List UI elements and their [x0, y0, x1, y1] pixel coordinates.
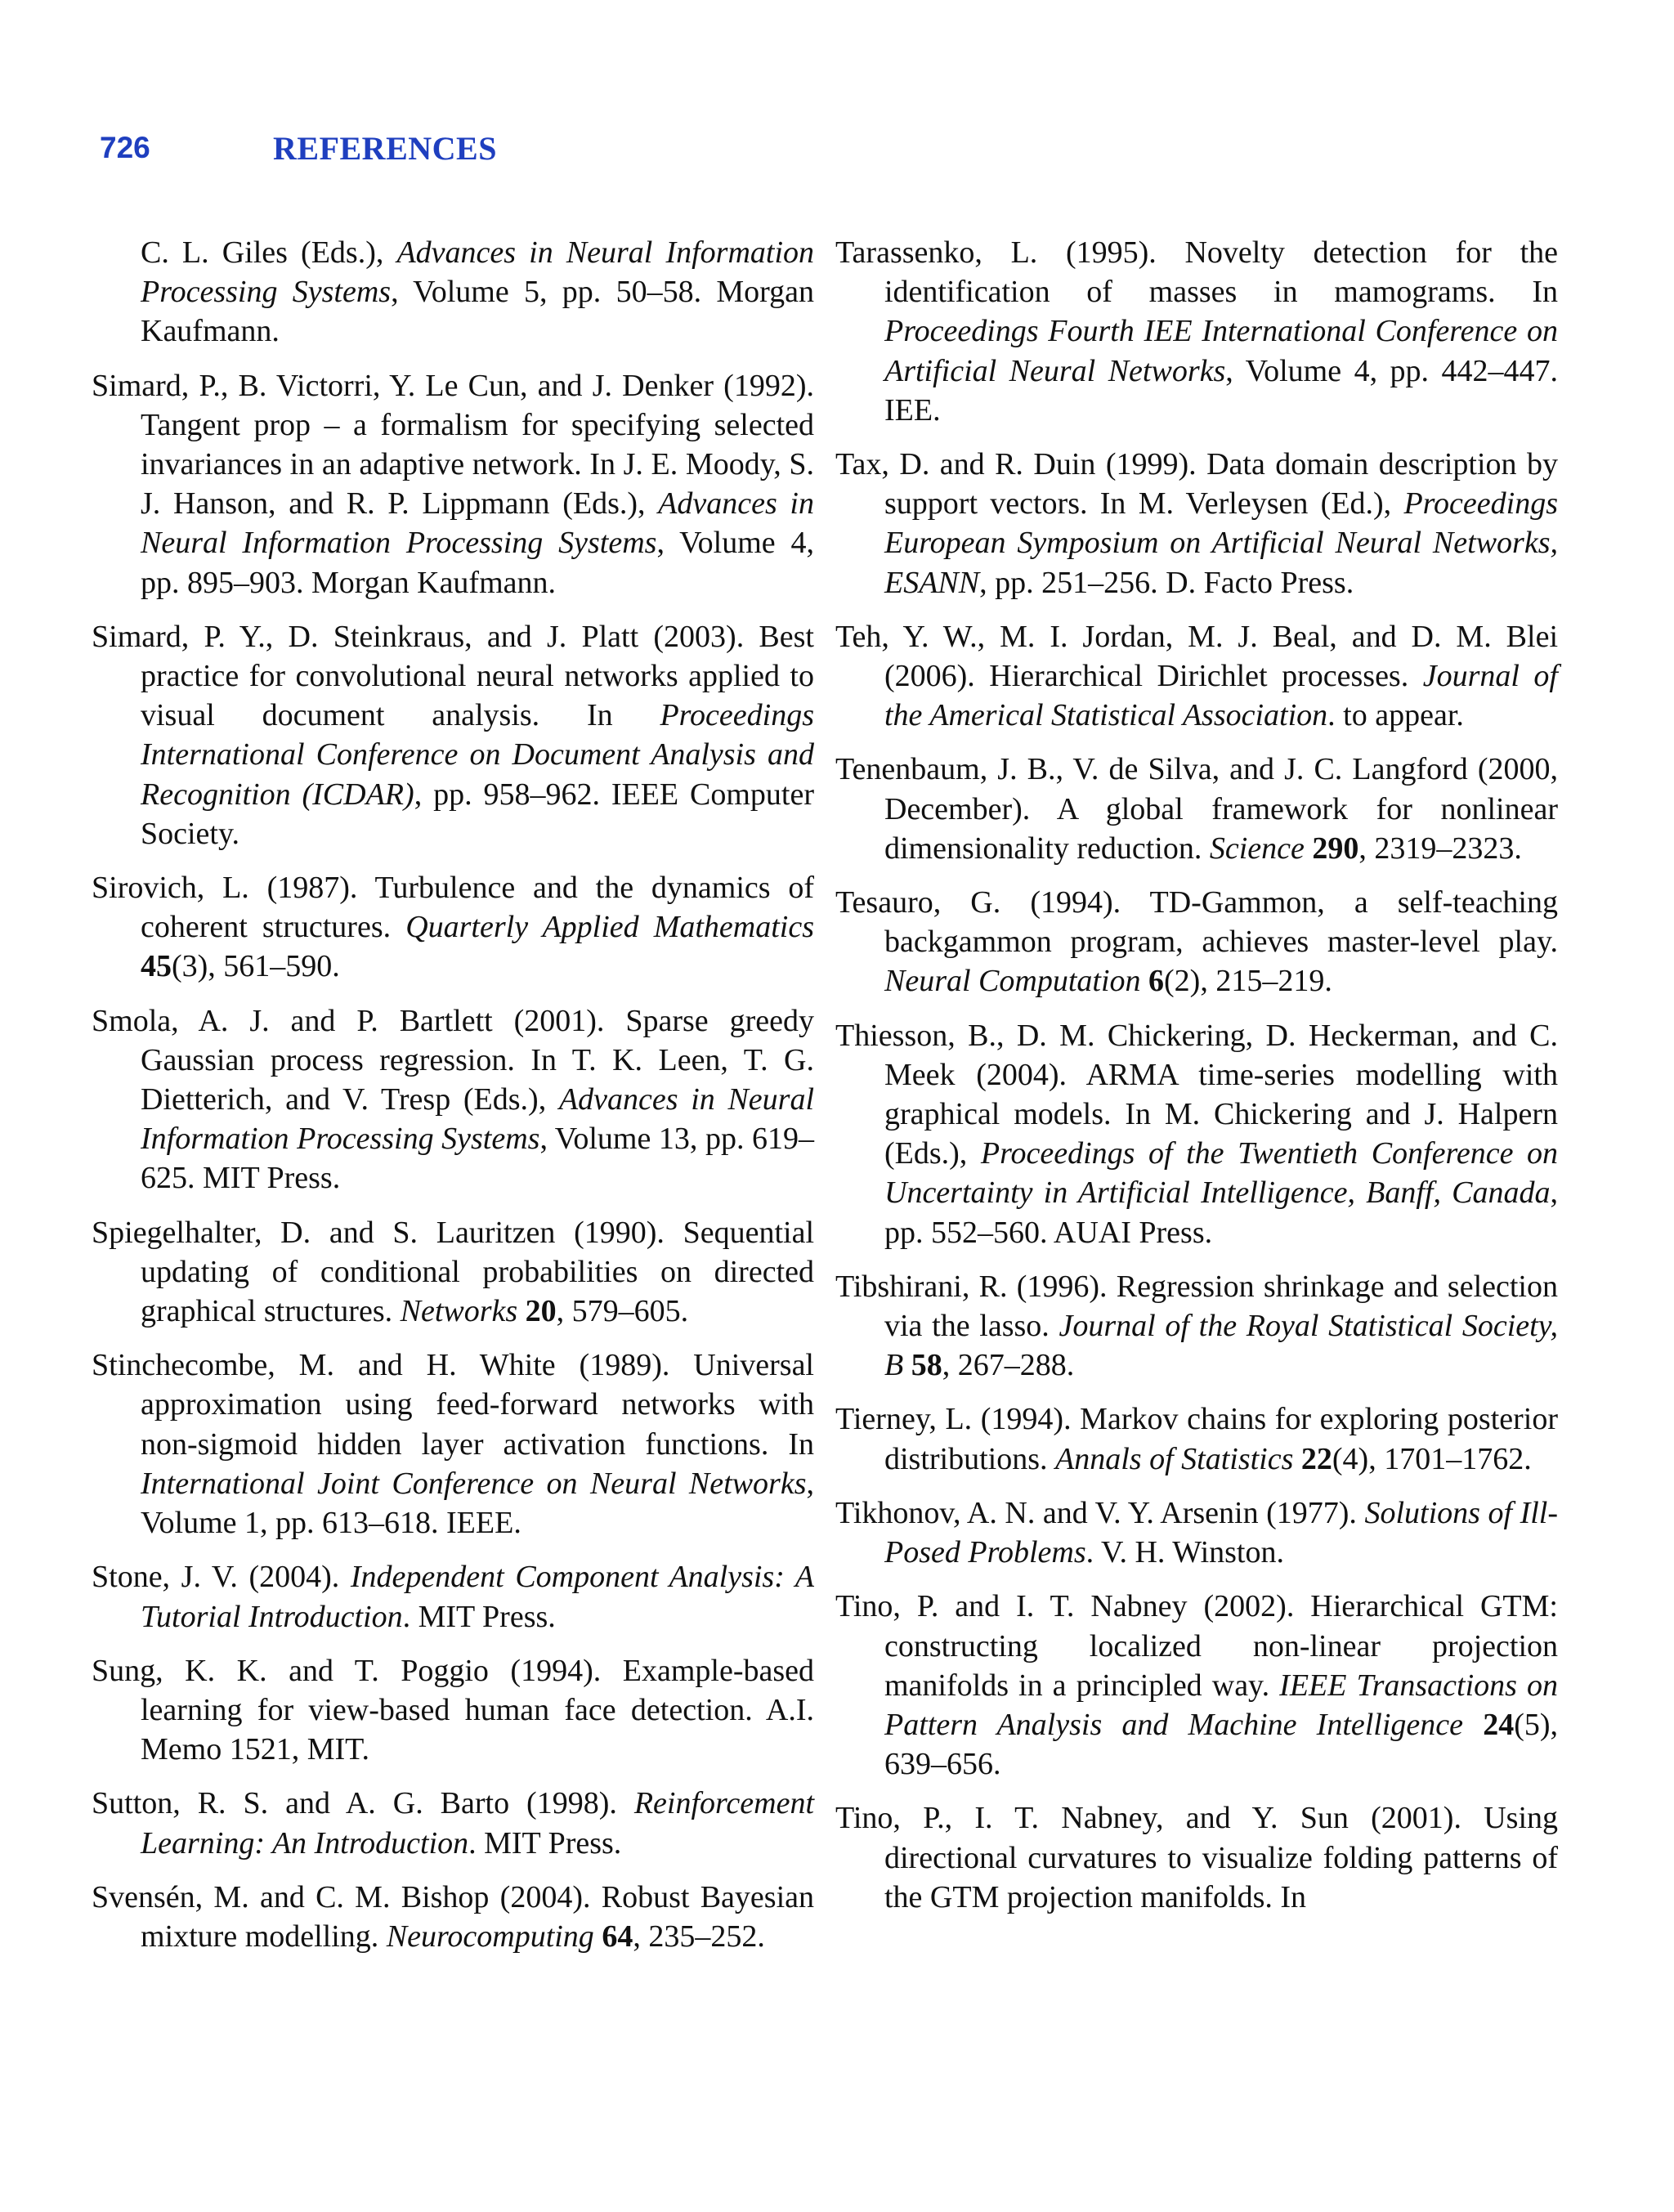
reference-text: Tarassenko, L. (1995). Novelty detection for the identification of masses in mamograms. In: [835, 235, 1558, 310]
left-column: [92, 233, 814, 1971]
reference-entry: [835, 1016, 1558, 1252]
reference-entry: [92, 1213, 814, 1332]
reference-title: Proceedings European Symposium on Artificial Neural Networks, ESANN: [884, 486, 1558, 600]
reference-text: (3), 561–590.: [172, 949, 340, 984]
section-title: REFERENCES: [273, 130, 497, 167]
reference-text: Svensén, M. and C. M. Bishop (2004). Robust Bayesian mixture modelling.: [92, 1879, 814, 1954]
reference-text: , 579–605.: [556, 1294, 689, 1329]
reference-title: Advances in Neural Information Processing Systems: [141, 235, 814, 310]
reference-entry: [835, 1267, 1558, 1386]
reference-title: Advances in Neural Information Processing Systems: [141, 1082, 814, 1157]
reference-text: , pp. 251–256. D. Facto Press.: [979, 565, 1354, 600]
page-number: 726: [100, 131, 150, 164]
reference-text: . to appear.: [1327, 698, 1464, 733]
reference-text: Tax, D. and R. Duin (1999). Data domain description by support vectors. In M. Verleysen (Ed.),: [835, 447, 1558, 522]
reference-entry: [92, 1784, 814, 1862]
reference-text: , Volume 4, pp. 895–903. Morgan Kaufmann.: [141, 526, 814, 600]
reference-entry: [92, 1557, 814, 1636]
reference-text: Stinchecombe, M. and H. White (1989). Universal approximation using feed-forward networks with non-sigmoid hidden layer activation functions. In: [92, 1348, 814, 1462]
reference-text: . MIT Press.: [402, 1599, 556, 1634]
reference-text: , Volume 1, pp. 613–618. IEEE.: [141, 1466, 814, 1541]
reference-title: Neural Computation: [884, 964, 1141, 999]
right-column: [835, 233, 1558, 1932]
reference-text: Stone, J. V. (2004).: [92, 1560, 351, 1595]
reference-entry: [835, 883, 1558, 1001]
reference-entry: [92, 1651, 814, 1770]
reference-volume: 58: [911, 1348, 942, 1383]
reference-volume: 24: [1483, 1707, 1515, 1742]
reference-text: C. L. Giles (Eds.),: [141, 235, 397, 270]
reference-title: Science: [1209, 831, 1305, 866]
reference-entry: [92, 868, 814, 987]
reference-volume: 6: [1148, 964, 1165, 999]
reference-title: Quarterly Applied Mathematics: [405, 910, 814, 945]
reference-text: Sutton, R. S. and A. G. Barto (1998).: [92, 1786, 634, 1821]
reference-text: [1305, 831, 1313, 866]
reference-text: , Volume 4, pp. 442–447. IEE.: [884, 353, 1559, 428]
reference-text: Sirovich, L. (1987). Turbulence and the dynamics of coherent structures.: [92, 871, 814, 945]
reference-entry: [92, 366, 814, 602]
reference-title: Solutions of Ill-Posed Problems: [884, 1495, 1558, 1570]
reference-volume: 45: [141, 949, 172, 984]
reference-title: IEEE Transactions on Pattern Analysis and Machine Intelligence: [884, 1668, 1558, 1742]
reference-title: Proceedings Fourth IEE International Conference on Artificial Neural Networks: [884, 314, 1558, 388]
reference-title: Journal of the Royal Statistical Society, B: [884, 1309, 1558, 1383]
reference-text: Tesauro, G. (1994). TD-Gammon, a self-teaching backgammon program, achieves master-level play.: [835, 885, 1558, 960]
reference-text: Teh, Y. W., M. I. Jordan, M. J. Beal, and D. M. Blei (2006). Hierarchical Dirichlet processes.: [835, 619, 1558, 694]
reference-text: [903, 1348, 911, 1382]
reference-volume: 20: [525, 1294, 557, 1329]
reference-text: Tino, P., I. T. Nabney, and Y. Sun (2001). Using directional curvatures to visualize folding patterns of the GTM projection manifolds. In: [835, 1801, 1558, 1914]
reference-text: [1463, 1708, 1483, 1742]
reference-text: Tierney, L. (1994). Markov chains for exploring posterior distributions.: [835, 1402, 1558, 1476]
reference-title: International Joint Conference on Neural Networks: [141, 1466, 807, 1501]
reference-title: Advances in Neural Information Processing Systems: [141, 486, 814, 561]
reference-title: Proceedings of the Twentieth Conference on Uncertainty in Artificial Intelligence, Banff, Canada: [884, 1136, 1559, 1211]
reference-entry: [92, 617, 814, 853]
reference-text: [517, 1294, 526, 1328]
reference-entry: [835, 617, 1558, 736]
reference-volume: 290: [1312, 831, 1359, 866]
reference-text: , pp. 552–560. AUAI Press.: [884, 1175, 1558, 1250]
reference-entry: [92, 1878, 814, 1956]
reference-title: Annals of Statistics: [1055, 1441, 1294, 1476]
reference-entry: [835, 1493, 1558, 1572]
reference-text: Simard, P., B. Victorri, Y. Le Cun, and J. Denker (1992). Tangent prop – a formalism for specifying selected invariances in an adaptive network. In J. E. Moody, S. J. Hanson, and R. P. Lippmann (Eds.),: [92, 368, 814, 522]
reference-text: , 2319–2323.: [1358, 831, 1522, 866]
reference-text: Tikhonov, A. N. and V. Y. Arsenin (1977).: [835, 1495, 1365, 1530]
reference-entry: [835, 1399, 1558, 1478]
reference-entry: [835, 750, 1558, 868]
reference-text: Spiegelhalter, D. and S. Lauritzen (1990). Sequential updating of conditional probabilities on directed graphical structures.: [92, 1215, 814, 1329]
reference-text: [1293, 1442, 1301, 1476]
reference-text: (5), 639–656.: [884, 1707, 1559, 1782]
reference-title: Reinforcement Learning: An Introduction: [141, 1786, 814, 1860]
reference-text: (4), 1701–1762.: [1332, 1441, 1532, 1476]
reference-text: , 235–252.: [633, 1919, 765, 1954]
reference-text: Tenenbaum, J. B., V. de Silva, and J. C. Langford (2000, December). A global framework for nonlinear dimensionality reduction.: [835, 752, 1558, 866]
reference-text: , Volume 5, pp. 50–58. Morgan Kaufmann.: [141, 275, 814, 349]
reference-text: [594, 1919, 602, 1954]
reference-text: Simard, P. Y., D. Steinkraus, and J. Platt (2003). Best practice for convolutional neural networks applied to visual document analysis. In: [92, 619, 814, 733]
reference-volume: 22: [1300, 1441, 1332, 1476]
reference-text: Sung, K. K. and T. Poggio (1994). Example-based learning for view-based human face detection. A.I. Memo 1521, MIT.: [92, 1653, 814, 1767]
reference-volume: 64: [602, 1919, 633, 1954]
reference-text: Tibshirani, R. (1996). Regression shrinkage and selection via the lasso.: [835, 1269, 1558, 1344]
reference-entry: [92, 1346, 814, 1543]
reference-text: [1141, 964, 1149, 998]
reference-text: . V. H. Winston.: [1085, 1535, 1284, 1570]
reference-text: , 267–288.: [942, 1348, 1075, 1383]
reference-text: Thiesson, B., D. M. Chickering, D. Heckerman, and C. Meek (2004). ARMA time-series modelling with graphical models. In M. Chickering and J. Halpern (Eds.),: [835, 1018, 1558, 1171]
page-header: [100, 126, 754, 175]
reference-entry: [835, 1798, 1558, 1917]
reference-text: (2), 215–219.: [1164, 964, 1332, 999]
reference-text: . MIT Press.: [468, 1825, 622, 1860]
reference-title: Networks: [400, 1294, 518, 1329]
reference-entry: [835, 233, 1558, 430]
reference-text: , pp. 958–962. IEEE Computer Society.: [141, 777, 814, 851]
reference-text: Tino, P. and I. T. Nabney (2002). Hierarchical GTM: constructing localized non-linear projection manifolds in a principled way.: [835, 1589, 1558, 1703]
reference-title: Independent Component Analysis: A Tutorial Introduction: [141, 1560, 814, 1634]
reference-text: , Volume 13, pp. 619–625. MIT Press.: [141, 1122, 814, 1196]
reference-text: Smola, A. J. and P. Bartlett (2001). Sparse greedy Gaussian process regression. In T. K. Leen, T. G. Dietterich, and V. Tresp (Eds.),: [92, 1003, 814, 1117]
reference-entry: [92, 1001, 814, 1198]
reference-title: Neurocomputing: [386, 1919, 594, 1954]
reference-entry: [92, 233, 814, 352]
reference-entry: [835, 445, 1558, 602]
reference-title: Journal of the Americal Statistical Association: [884, 659, 1558, 733]
reference-entry: [835, 1587, 1558, 1784]
reference-title: Proceedings International Conference on Document Analysis and Recognition (ICDAR): [141, 698, 814, 812]
